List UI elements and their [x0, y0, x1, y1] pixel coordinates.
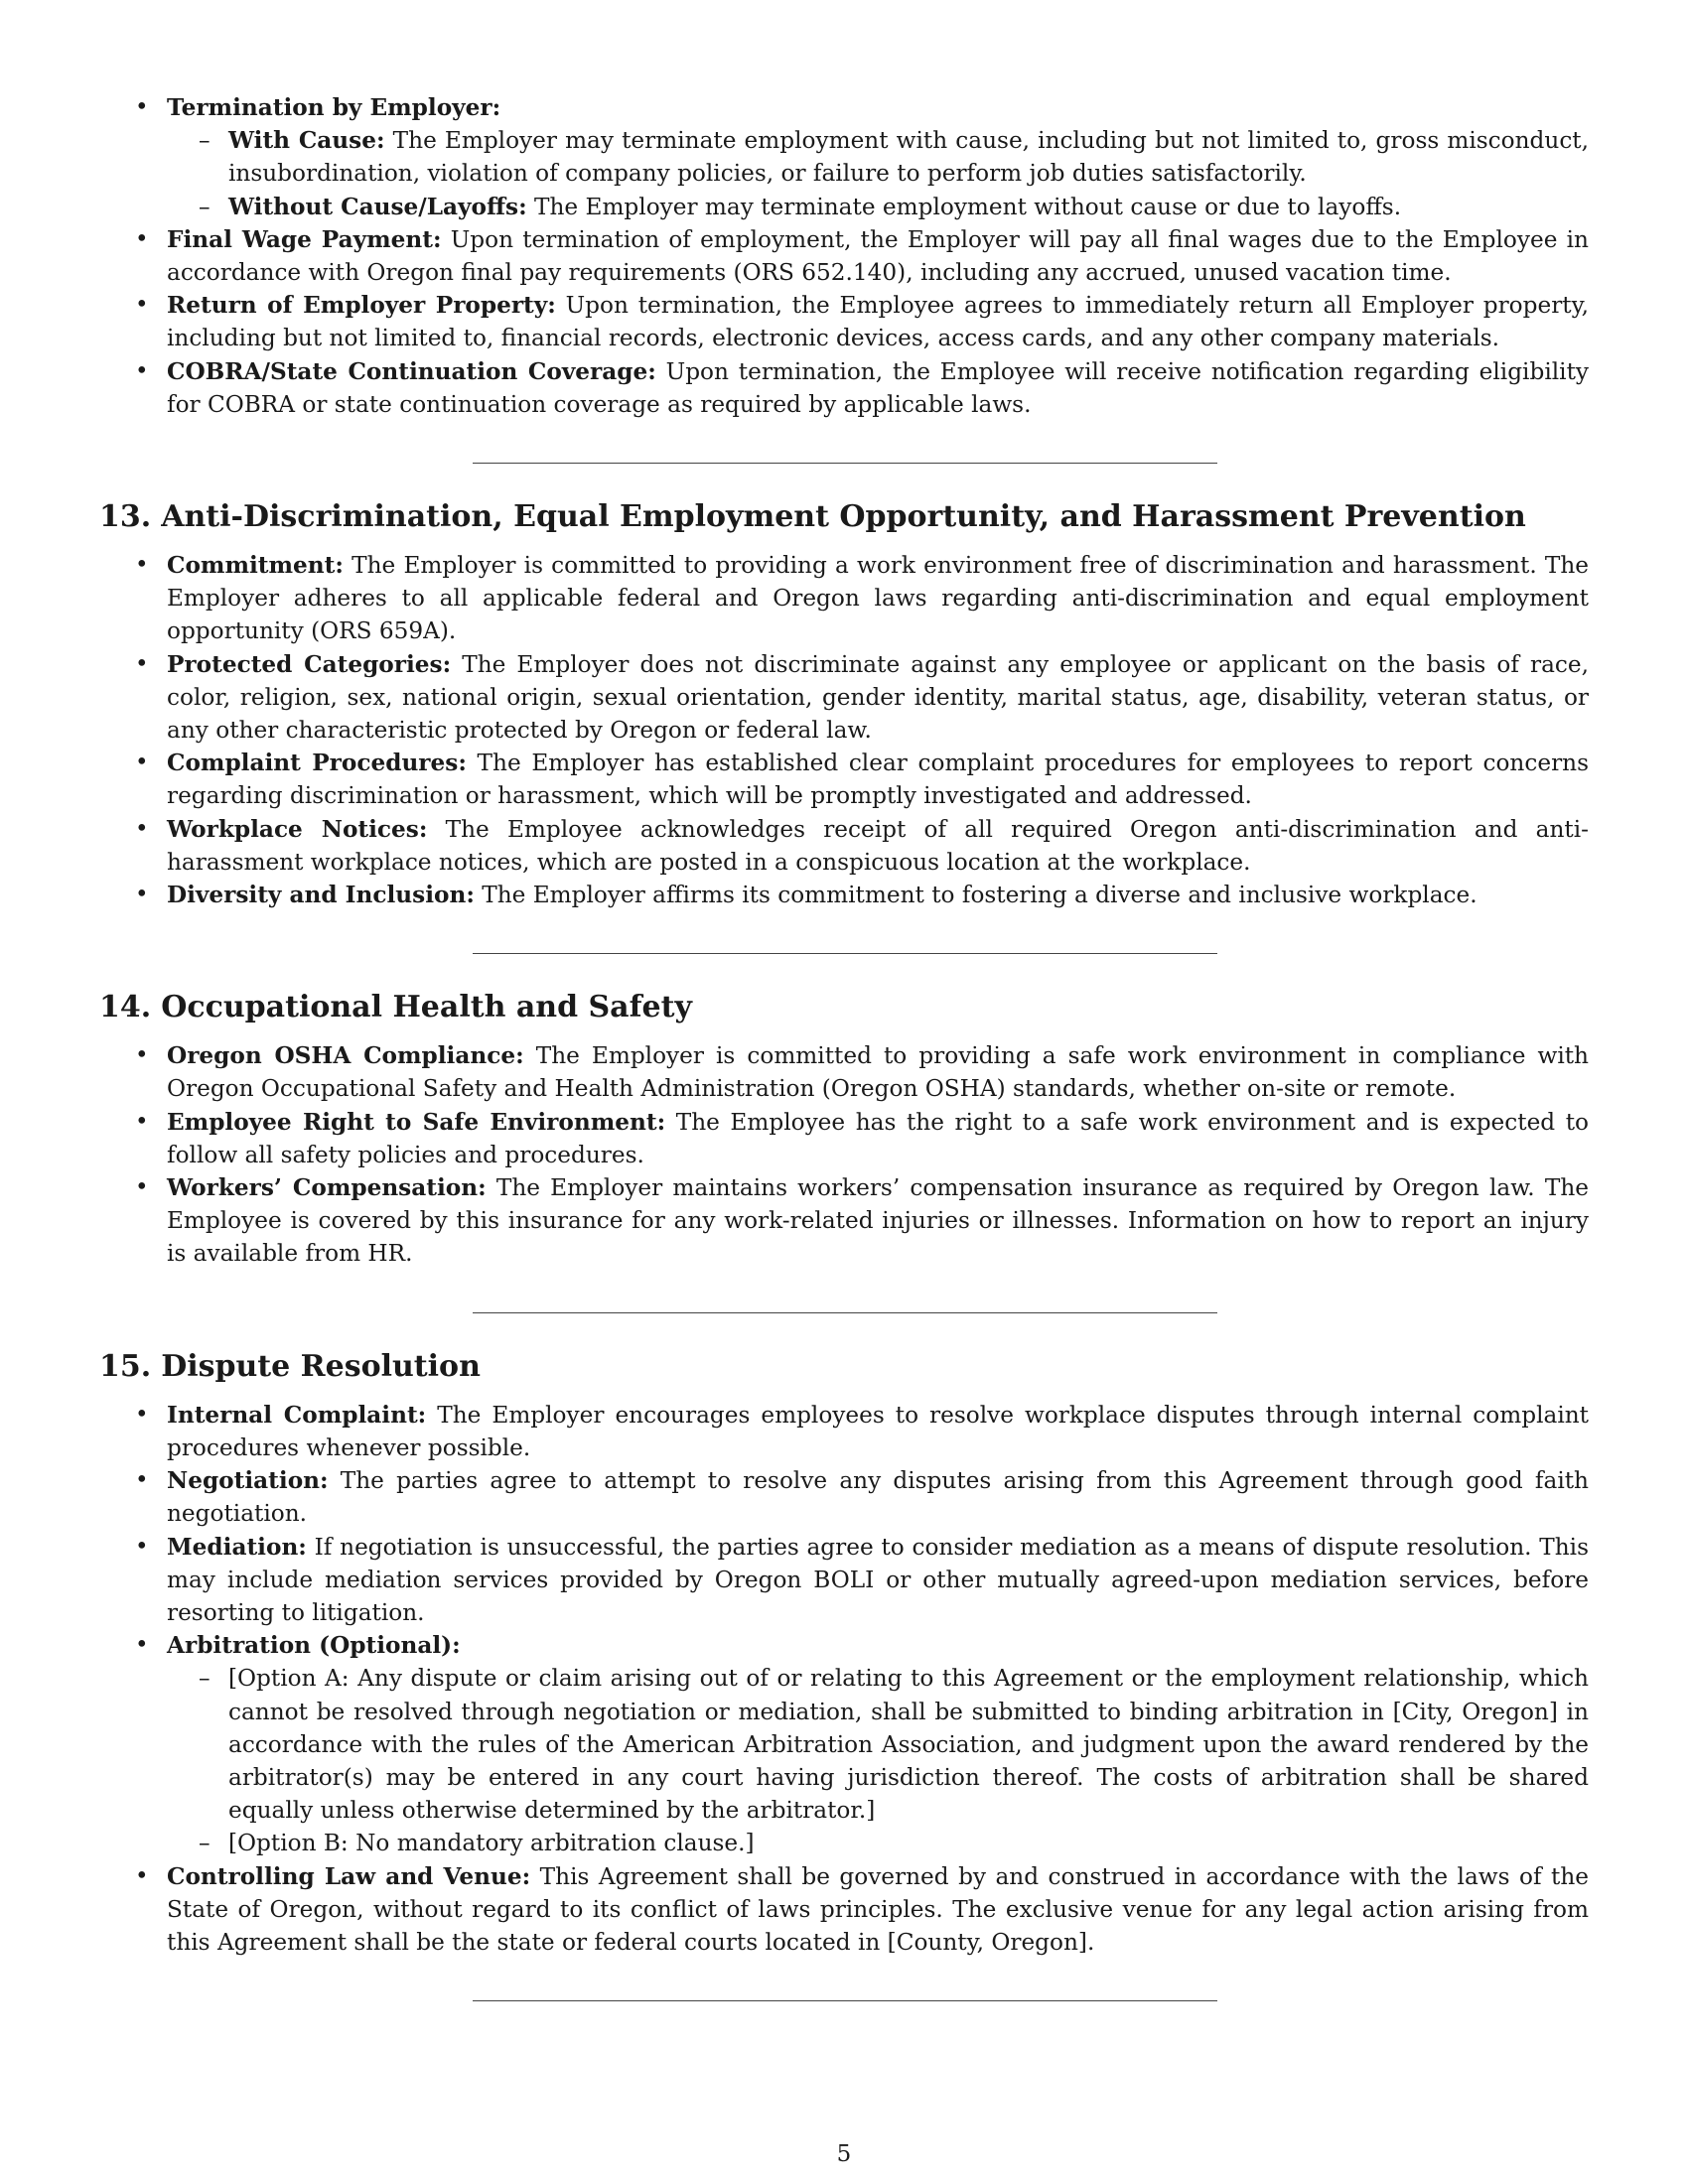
item-label: Commitment:: [167, 552, 344, 580]
item-label: Controlling Law and Venue:: [167, 1862, 531, 1890]
list-item: [167, 1629, 1589, 1859]
item-text: The Employer is committed to providing a safe work environment in compliance with Oregon Occupational Safety and Health Administration (Oregon OSHA) standards, whether on-site or remote.: [167, 1042, 1589, 1103]
item-text: [Option B: No mandatory arbitration clause.]: [228, 1830, 755, 1857]
item-text: The Employee has the right to a safe work environment and is expected to follow all safety policies and procedures.: [167, 1108, 1589, 1168]
item-label: Oregon OSHA Compliance:: [167, 1042, 524, 1070]
item-label: Return of Employer Property:: [167, 292, 556, 320]
item-text: [Option A: Any dispute or claim arising out of or relating to this Agreement or the employment relationship, which cannot be resolved through negotiation or mediation, shall be submitted to binding arbitration in [City, Oregon] in accordance with the rules of the American Arbitration Association, and judgment upon the award rendered by the arbitrator(s) may be entered in any court having jurisdiction thereof. The costs of arbitration shall be shared equally unless otherwise determined by the arbitrator.]: [228, 1665, 1589, 1825]
section-number: 15.: [99, 1348, 152, 1384]
item-label: Protected Categories:: [167, 650, 452, 678]
section-divider: [473, 2000, 1217, 2001]
list-item: [167, 549, 1589, 648]
item-label: Employee Right to Safe Environment:: [167, 1108, 666, 1136]
list-item: [167, 289, 1589, 354]
item-text: The Employer may terminate employment without cause or due to layoffs.: [526, 193, 1402, 220]
section-divider: [473, 463, 1217, 464]
item-label: Complaint Procedures:: [167, 750, 467, 777]
list-item: [167, 747, 1589, 812]
section-divider: [473, 953, 1217, 954]
item-text: The Employer may terminate employment with cause, including but not limited to, gross misconduct, insubordination, violation of company policies, or failure to perform job duties satisfactorily.: [228, 127, 1589, 188]
item-text: The Employer does not discriminate against any employee or applicant on the basis of race, color, religion, sex, national origin, sexual orientation, gender identity, marital status, age, disability, veteran status, or any other characteristic protected by Oregon or federal law.: [167, 650, 1589, 745]
termination-sublist: [167, 124, 1589, 223]
list-item: [167, 1106, 1589, 1171]
item-label: Without Cause/Layoffs:: [228, 193, 527, 220]
list-item: [167, 1399, 1589, 1464]
item-label: Internal Complaint:: [167, 1401, 427, 1429]
item-text: If negotiation is unsuccessful, the parties agree to consider mediation as a means of dispute resolution. This may include mediation services provided by Oregon BOLI or other mutually agreed-upon mediation services, before resorting to litigation.: [167, 1533, 1589, 1626]
item-text: The Employee acknowledges receipt of all required Oregon anti-discrimination and anti-harassment workplace notices, which are posted in a conspicuous location at the workplace.: [167, 815, 1589, 876]
item-text: Upon termination, the Employee will receive notification regarding eligibility for COBRA or state continuation coverage as required by applicable laws.: [167, 357, 1589, 418]
list-item: [167, 91, 1589, 223]
item-text: The parties agree to attempt to resolve any disputes arising from this Agreement through good faith negotiation.: [167, 1467, 1589, 1528]
item-text: The Employer affirms its commitment to fostering a diverse and inclusive workplace.: [474, 882, 1477, 909]
item-label: Diversity and Inclusion:: [167, 882, 475, 909]
list-item: [167, 1860, 1589, 1960]
list-item: [167, 355, 1589, 421]
item-label: Workplace Notices:: [167, 815, 428, 843]
list-item: [167, 879, 1589, 911]
list-item: [167, 1039, 1589, 1105]
list-item: [167, 1464, 1589, 1530]
section-title: Occupational Health and Safety: [161, 990, 692, 1025]
item-text: Upon termination, the Employee agrees to immediately return all Employer property, including but not limited to, financial records, electronic devices, access cards, and any other company materials.: [167, 292, 1589, 352]
list-item: [228, 1827, 1589, 1859]
section-divider: [473, 1312, 1217, 1313]
item-label: Arbitration (Optional):: [167, 1632, 461, 1660]
item-text: The Employer maintains workers’ compensation insurance as required by Oregon law. The Employee is covered by this insurance for any work-related injuries or illnesses. Information on how to report an injury is available from HR.: [167, 1174, 1589, 1268]
list-item: [228, 124, 1589, 190]
section-14-list: [99, 1039, 1589, 1270]
list-item: [167, 1531, 1589, 1630]
section-heading-14: [99, 988, 1589, 1027]
section-number: 14.: [99, 990, 152, 1025]
list-item: [167, 813, 1589, 879]
list-item: [228, 191, 1589, 223]
section-15-list: [99, 1399, 1589, 1959]
item-label: Final Wage Payment:: [167, 225, 442, 253]
list-item: [228, 1662, 1589, 1827]
list-item: [167, 223, 1589, 289]
item-label: Negotiation:: [167, 1467, 329, 1495]
item-text: This Agreement shall be governed by and construed in accordance with the laws of the State of Oregon, without regard to its conflict of laws principles. The exclusive venue for any legal action arising from this Agreement shall be the state or federal courts located in [County, Oregon].: [167, 1862, 1589, 1956]
section-13-list: [99, 549, 1589, 911]
termination-list: [99, 91, 1589, 421]
list-item: [167, 648, 1589, 748]
document-page: [99, 91, 1589, 2001]
section-title: Anti-Discrimination, Equal Employment Opportunity, and Harassment Prevention: [161, 499, 1526, 535]
item-label: With Cause:: [228, 127, 385, 155]
page-number: 5: [836, 2141, 852, 2167]
item-text: The Employer is committed to providing a work environment free of discrimination and harassment. The Employer adheres to all applicable federal and Oregon laws regarding anti-discrimination and equal employment opportunity (ORS 659A).: [167, 552, 1589, 645]
item-label: Workers’ Compensation:: [167, 1174, 487, 1202]
item-label: Termination by Employer:: [167, 94, 501, 121]
section-title: Dispute Resolution: [161, 1348, 481, 1384]
item-text: The Employer has established clear complaint procedures for employees to report concerns regarding discrimination or harassment, which will be promptly investigated and addressed.: [167, 750, 1589, 810]
section-heading-15: [99, 1347, 1589, 1387]
item-label: COBRA/State Continuation Coverage:: [167, 357, 656, 385]
item-text: Upon termination of employment, the Employer will pay all final wages due to the Employee in accordance with Oregon final pay requirements (ORS 652.140), including any accrued, unused vacation time.: [167, 225, 1589, 287]
section-heading-13: [99, 497, 1589, 537]
section-number: 13.: [99, 499, 152, 535]
item-label: Mediation:: [167, 1533, 307, 1561]
list-item: [167, 1171, 1589, 1271]
arbitration-options: [167, 1662, 1589, 1859]
item-text: The Employer encourages employees to resolve workplace disputes through internal complaint procedures whenever possible.: [167, 1401, 1589, 1461]
